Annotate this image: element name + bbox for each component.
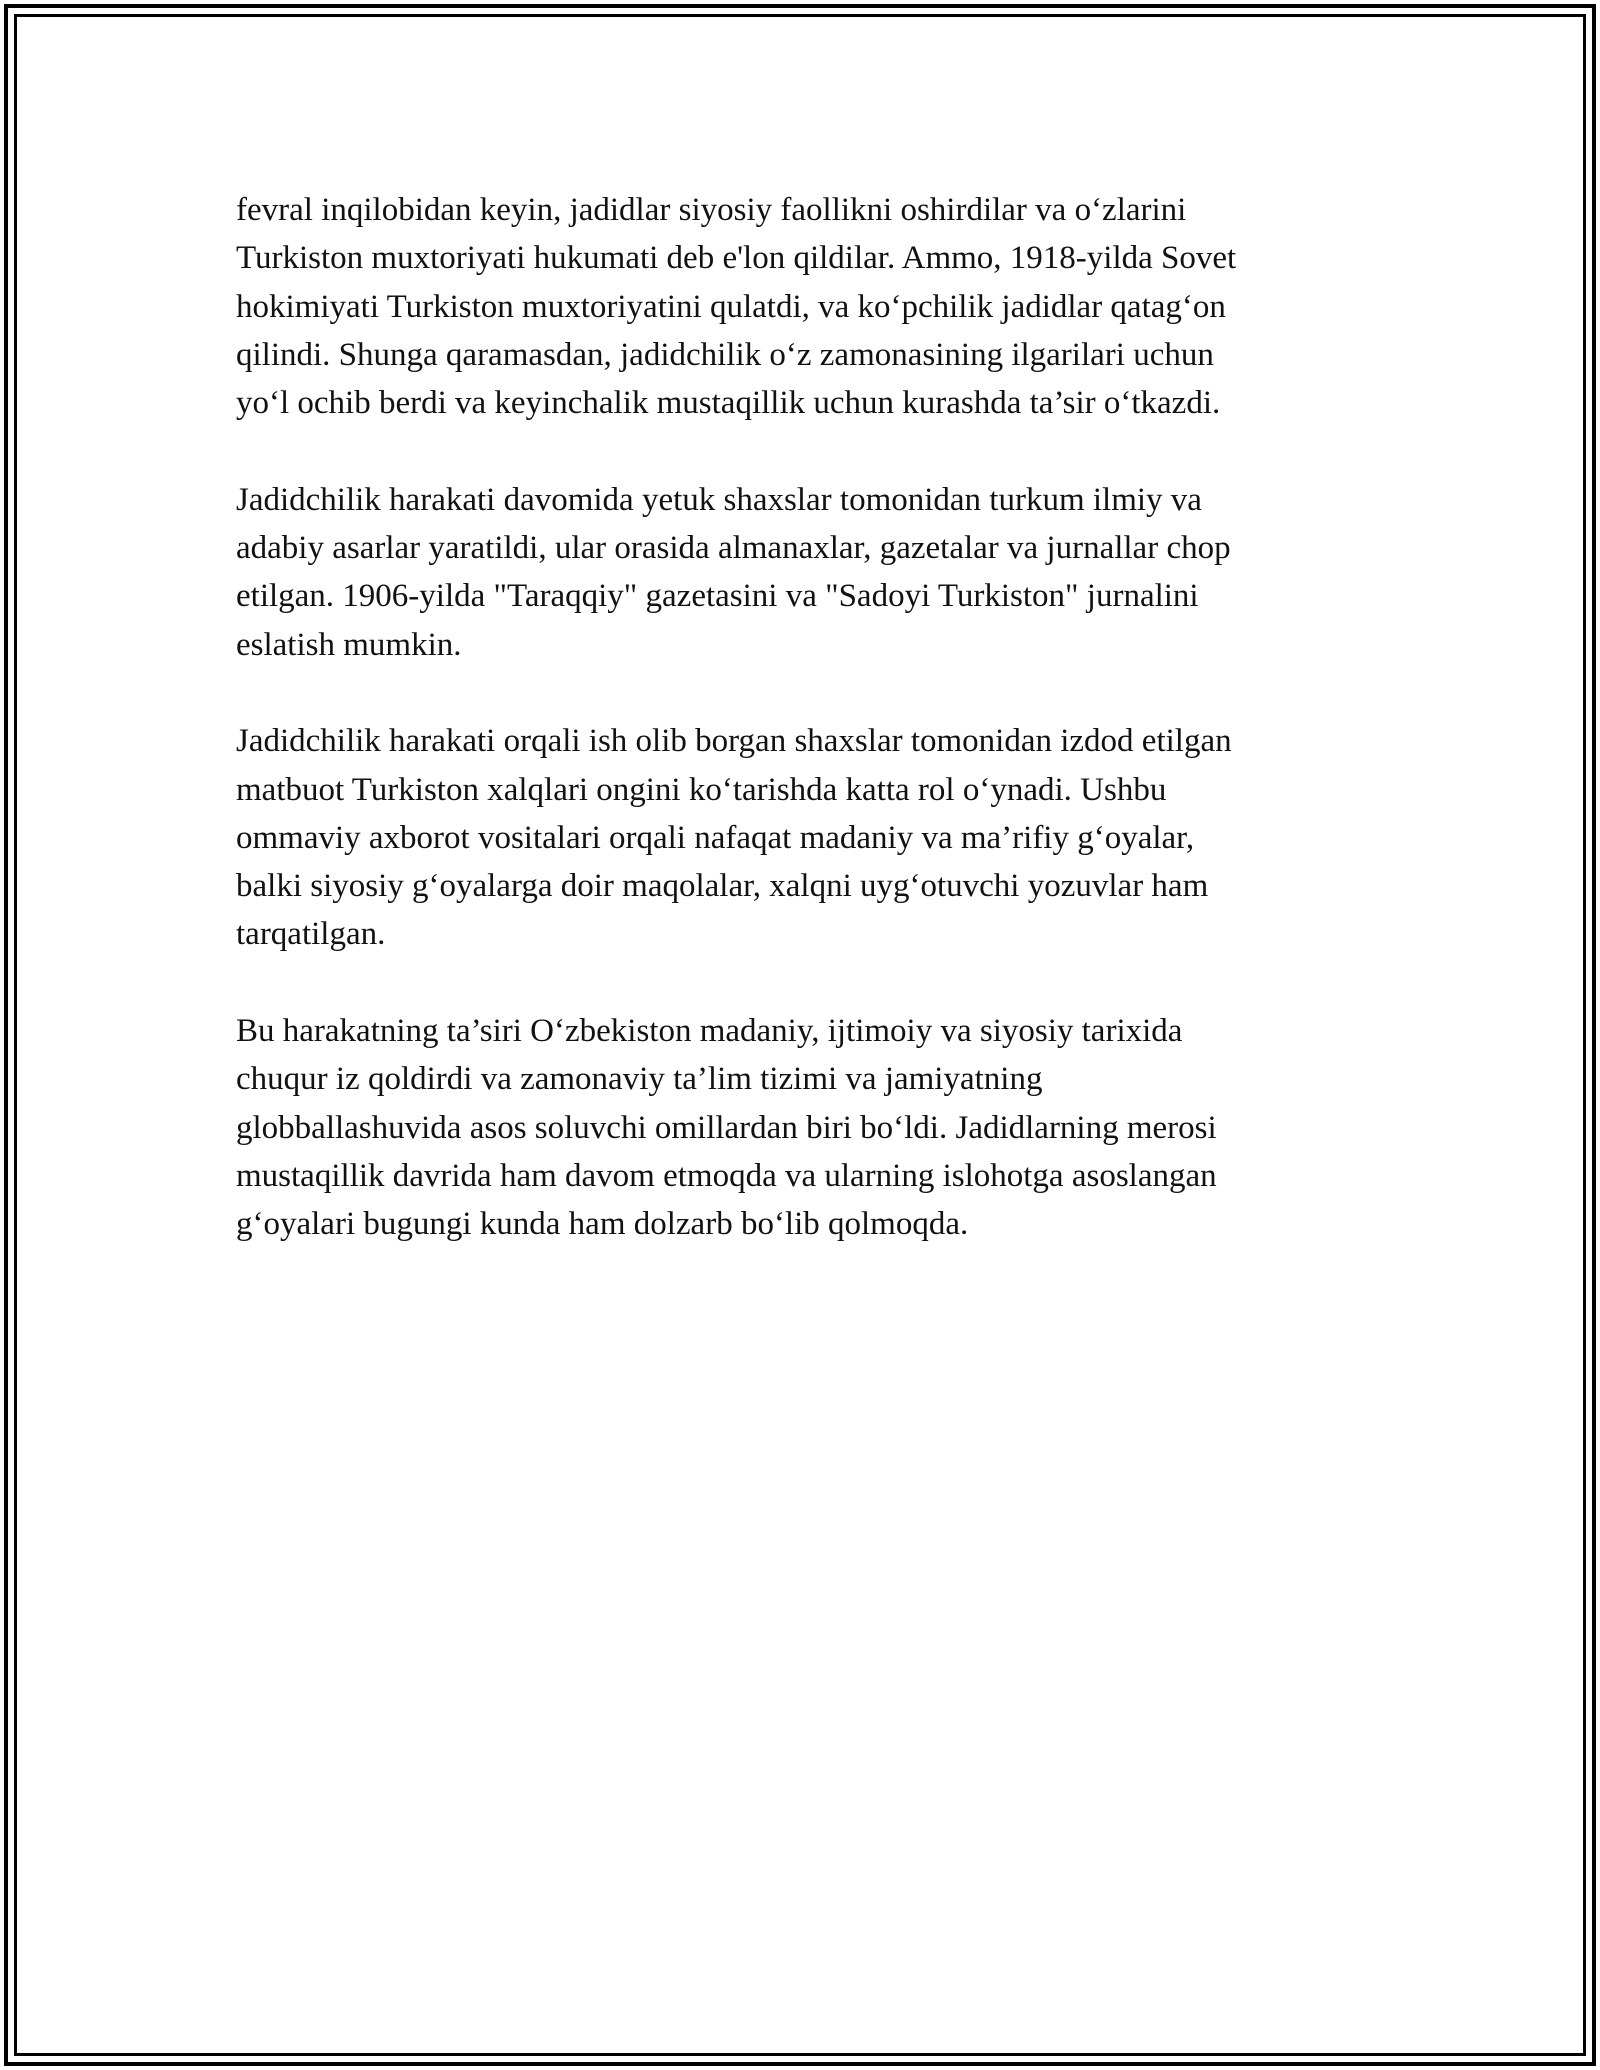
paragraph-3: Jadidchilik harakati orqali ish olib borgan shaxslar tomonidan izdod etilgan matbuot Turkiston xalqlari ongini ko‘tarishda katta rol o‘ynadi. Ushbu ommaviy axborot vositalari orqali nafaqat madaniy va ma’rifiy g‘oyalar, balki siyosiy g‘oyalarga doir maqolalar, xalqni uyg‘otuvchi yozuvlar ham tarqatilgan. <box>236 723 1232 953</box>
document-body <box>236 186 1386 1297</box>
paragraph-2: Jadidchilik harakati davomida yetuk shaxslar tomonidan turkum ilmiy va adabiy asarlar yaratildi, ular orasida almanaxlar, gazetalar va jurnallar chop etilgan. 1906-yilda "Taraqqiy" gazetasini va "Sadoyi Turkiston" jurnalini eslatish mumkin. <box>236 481 1231 663</box>
paragraph-4: Bu harakatning ta’siri O‘zbekiston madaniy, ijtimoiy va siyosiy tarixida chuqur iz qoldirdi va zamonaviy ta’lim tizimi va jamiyatning globballashuvida asos soluvchi omillardan biri bo‘ldi. Jadidlarning merosi mustaqillik davrida ham davom etmoqda va ularning islohotga asoslangan g‘oyalari bugungi kunda ham dolzarb bo‘lib qolmoqda. <box>236 1013 1217 1243</box>
paragraph-1: fevral inqilobidan keyin, jadidlar siyosiy faollikni oshirdilar va o‘zlarini Turkiston muxtoriyati hukumati deb e'lon qildilar. Ammo, 1918-yilda Sovet hokimiyati Turkiston muxtoriyatini qulatdi, va ko‘pchilik jadidlar qatag‘on qilindi. Shunga qaramasdan, jadidchilik o‘z zamonasining ilgarilari uchun yo‘l ochib berdi va keyinchalik mustaqillik uchun kurashda ta’sir o‘tkazdi. <box>236 192 1237 422</box>
